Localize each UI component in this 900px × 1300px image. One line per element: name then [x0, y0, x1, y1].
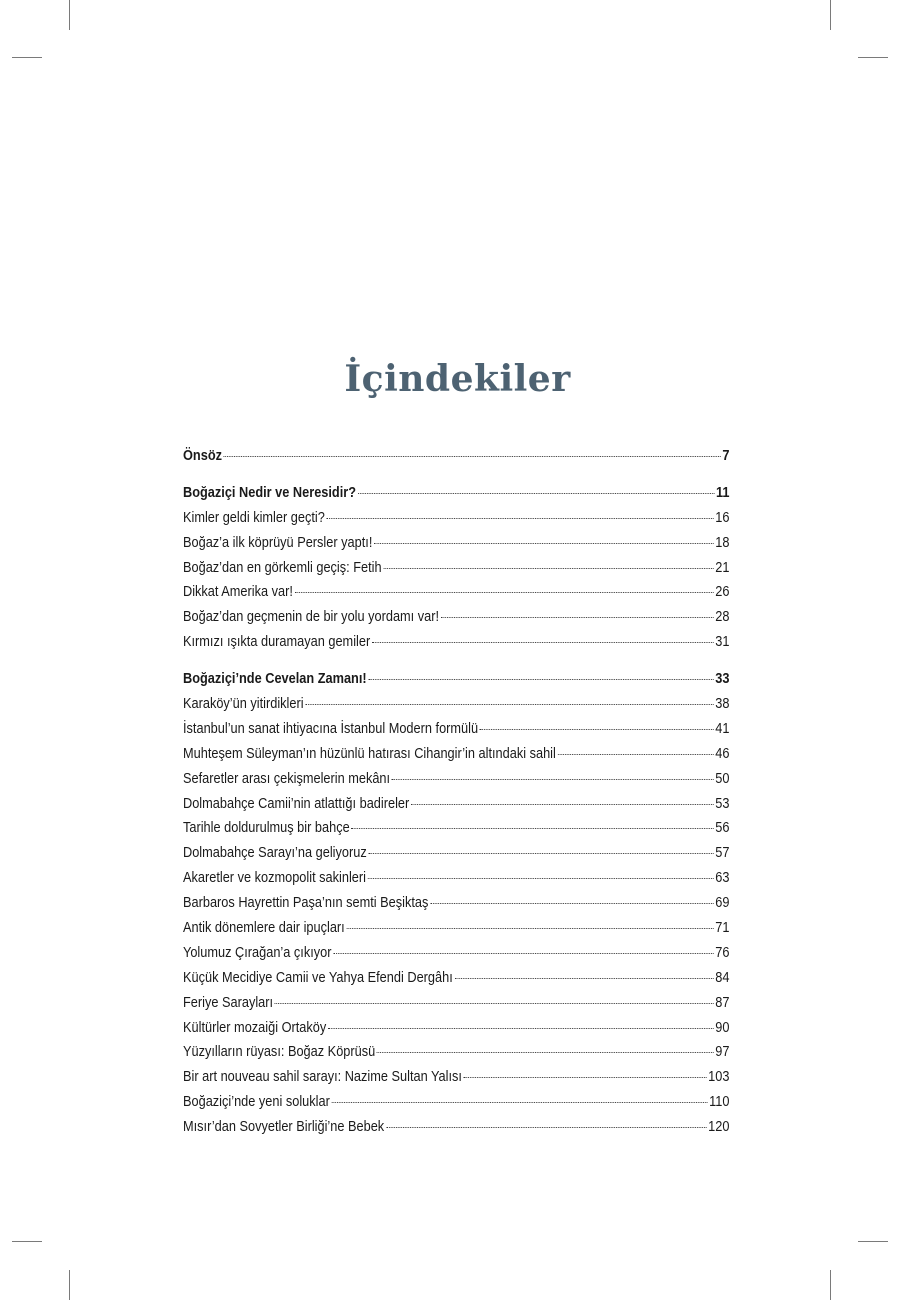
- toc-heading-title: Önsöz: [183, 448, 222, 464]
- page-number: 90: [715, 1019, 730, 1036]
- page-number: 46: [715, 745, 730, 762]
- toc-entry-row[interactable]: [183, 1016, 729, 1041]
- toc-entry-title: Sefaretler arası çekişmelerin mekânı: [183, 770, 391, 787]
- toc-entry-row[interactable]: [183, 580, 729, 605]
- toc-entry-title: Dolmabahçe Sarayı’na geliyoruz: [183, 845, 367, 862]
- dot-leader: [328, 1027, 714, 1029]
- dot-leader: [441, 616, 714, 618]
- toc-entry-row[interactable]: [183, 916, 729, 941]
- page-number: 56: [715, 820, 730, 837]
- crop-mark-right-top: [858, 57, 888, 58]
- crop-mark-top-left: [69, 0, 70, 30]
- toc-entry-row[interactable]: [183, 531, 729, 556]
- toc-entry-row[interactable]: [183, 816, 729, 841]
- dot-leader: [368, 852, 713, 854]
- dot-leader: [295, 591, 714, 593]
- toc-entry-row[interactable]: [183, 1090, 729, 1115]
- toc-entry-title: Feriye Sarayları: [183, 994, 274, 1011]
- toc-entry-title: Boğaziçi’nde yeni soluklar: [183, 1094, 330, 1111]
- crop-mark-bottom-left: [69, 1270, 70, 1300]
- toc-entry-row[interactable]: [183, 841, 729, 866]
- page-number: 18: [715, 534, 730, 551]
- page-number: 16: [715, 509, 730, 526]
- dot-leader: [358, 492, 714, 494]
- page-number: 63: [715, 870, 730, 887]
- toc-entry-title: Dolmabahçe Camii’nin atlattığı badireler: [183, 795, 410, 812]
- dot-leader: [332, 1101, 708, 1103]
- dot-leader: [275, 1002, 714, 1004]
- dot-leader: [372, 641, 714, 643]
- toc-entry-row[interactable]: [183, 941, 729, 966]
- page-title: İçindekiler: [344, 358, 571, 401]
- dot-leader: [377, 1051, 714, 1053]
- page-number: 38: [715, 696, 730, 713]
- toc-entry-title: Dikkat Amerika var!: [183, 584, 293, 601]
- crop-mark-bottom-right: [830, 1270, 831, 1300]
- toc-entry-row[interactable]: [183, 692, 729, 717]
- toc-entry-row[interactable]: [183, 1040, 729, 1065]
- toc-entry-row[interactable]: [183, 966, 729, 991]
- toc-entry-row[interactable]: [183, 630, 729, 655]
- dot-leader: [386, 1126, 706, 1128]
- dot-leader: [351, 827, 713, 829]
- page-number: 21: [715, 559, 730, 576]
- toc-section: [183, 444, 730, 469]
- dot-leader: [480, 728, 714, 730]
- crop-mark-left-top: [12, 57, 42, 58]
- toc-section: [183, 481, 730, 655]
- toc-entry-title: Mısır’dan Sovyetler Birliği’ne Bebek: [183, 1119, 385, 1136]
- toc-entry-row[interactable]: [183, 767, 729, 792]
- crop-mark-top-right: [830, 0, 831, 30]
- dot-leader: [346, 927, 713, 929]
- dot-leader: [392, 778, 714, 780]
- page-number: 97: [715, 1044, 730, 1061]
- dot-leader: [224, 455, 721, 457]
- page-number: 87: [715, 994, 730, 1011]
- toc-entry-title: Antik dönemlere dair ipuçları: [183, 920, 345, 937]
- page-number: 57: [715, 845, 730, 862]
- toc-entry-title: Boğaz’a ilk köprüyü Persler yaptı!: [183, 534, 373, 551]
- toc-heading-title: Boğaziçi Nedir ve Neresidir?: [183, 484, 357, 501]
- page-number: 41: [715, 720, 730, 737]
- toc-entry-title: Bir art nouveau sahil sarayı: Nazime Sultan Yalısı: [183, 1069, 462, 1086]
- toc-entry-title: Akaretler ve kozmopolit sakinleri: [183, 870, 366, 887]
- toc-heading-row[interactable]: [183, 667, 729, 692]
- toc-entry-title: İstanbul’un sanat ihtiyacına İstanbul Modern formülü: [183, 720, 479, 737]
- toc-entry-row[interactable]: [183, 866, 729, 891]
- page-number: 7: [722, 448, 730, 464]
- dot-leader: [455, 977, 714, 979]
- dot-leader: [430, 902, 713, 904]
- page-number: 33: [715, 671, 730, 688]
- toc-entry-title: Kırmızı ışıkta duramayan gemiler: [183, 634, 371, 651]
- crop-mark-left-bottom: [12, 1241, 42, 1242]
- toc-entry-row[interactable]: [183, 1115, 729, 1140]
- toc-entry-title: Yolumuz Çırağan’a çıkıyor: [183, 944, 332, 961]
- page-number: 50: [715, 770, 730, 787]
- toc-entry-title: Muhteşem Süleyman’ın hüzünlü hatırası Cihangir’in altındaki sahil: [183, 745, 556, 762]
- toc-entry-row[interactable]: [183, 1065, 729, 1090]
- dot-leader: [305, 703, 713, 705]
- page-number: 53: [715, 795, 730, 812]
- toc-entry-row[interactable]: [183, 717, 729, 742]
- toc-entry-title: Kültürler mozaiği Ortaköy: [183, 1019, 327, 1036]
- toc-entry-row[interactable]: [183, 556, 729, 581]
- dot-leader: [368, 877, 714, 879]
- dot-leader: [464, 1076, 707, 1078]
- toc-section: [183, 667, 730, 1140]
- toc-entry-title: Boğaz’dan geçmenin de bir yolu yordamı var!: [183, 609, 440, 626]
- page-number: 110: [709, 1094, 730, 1111]
- toc-entry-row[interactable]: [183, 506, 729, 531]
- toc-heading-row[interactable]: [183, 444, 729, 469]
- page-number: 11: [715, 484, 730, 501]
- page-number: 31: [715, 634, 730, 651]
- toc-entry-title: Yüzyılların rüyası: Boğaz Köprüsü: [183, 1044, 376, 1061]
- toc-entry-row[interactable]: [183, 742, 729, 767]
- table-of-contents: [183, 444, 730, 1140]
- toc-entry-title: Küçük Mecidiye Camii ve Yahya Efendi Dergâhı: [183, 969, 453, 986]
- page-number: 120: [708, 1119, 730, 1136]
- crop-mark-right-bottom: [858, 1241, 888, 1242]
- dot-leader: [327, 517, 714, 519]
- toc-entry-title: Barbaros Hayrettin Paşa’nın semti Beşiktaş: [183, 895, 429, 912]
- toc-entry-row[interactable]: [183, 991, 729, 1016]
- page-number: 76: [715, 944, 730, 961]
- dot-leader: [333, 952, 713, 954]
- toc-entry-title: Kimler geldi kimler geçti?: [183, 509, 325, 526]
- dot-leader: [374, 542, 713, 544]
- toc-entry-row[interactable]: [183, 891, 729, 916]
- page-number: 84: [715, 969, 730, 986]
- dot-leader: [411, 803, 714, 805]
- page-number: 26: [715, 584, 730, 601]
- toc-entry-title: Tarihle doldurulmuş bir bahçe: [183, 820, 350, 837]
- toc-entry-row[interactable]: [183, 605, 729, 630]
- toc-entry-title: Karaköy’ün yitirdikleri: [183, 696, 304, 713]
- page-number: 103: [708, 1069, 730, 1086]
- dot-leader: [383, 567, 713, 569]
- dot-leader: [368, 678, 713, 680]
- toc-entry-title: Boğaz’dan en görkemli geçiş: Fetih: [183, 559, 382, 576]
- page-number: 28: [715, 609, 730, 626]
- toc-entry-row[interactable]: [183, 792, 729, 817]
- dot-leader: [558, 753, 714, 755]
- page-number: 69: [715, 895, 730, 912]
- toc-heading-title: Boğaziçi’nde Cevelan Zamanı!: [183, 671, 367, 688]
- page-number: 71: [715, 920, 730, 937]
- toc-heading-row[interactable]: [183, 481, 729, 506]
